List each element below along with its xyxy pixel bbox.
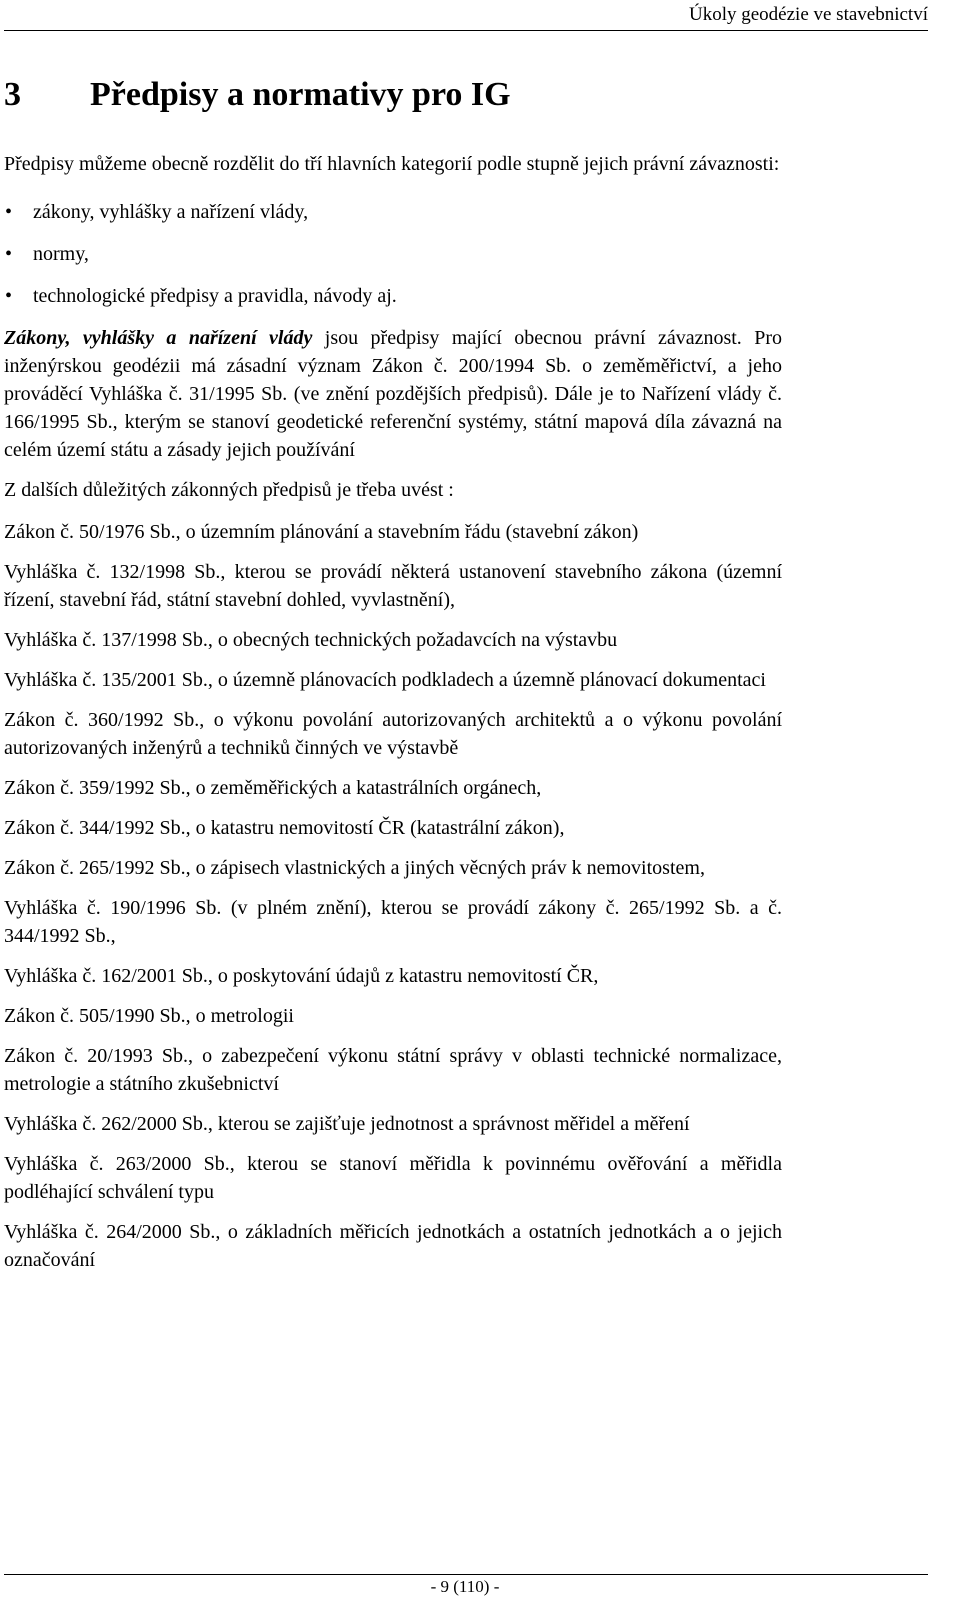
regulation-item: Vyhláška č. 162/2001 Sb., o poskytování údajů z katastru nemovitostí ČR, bbox=[4, 965, 599, 987]
regulation-item: Vyhláška č. 132/1998 Sb., kterou se provádí některá ustanovení stavebního zákona (územní řízení, stavební řád, státní stavební dohled, vyvlastnění), bbox=[4, 561, 782, 611]
regulation-item: Zákon č. 359/1992 Sb., o zeměměřických a katastrálních orgánech, bbox=[4, 777, 542, 799]
running-header: Úkoly geodézie ve stavebnictví bbox=[688, 4, 928, 25]
regulation-item: Zákon č. 360/1992 Sb., o výkonu povolání autorizovaných architektů a o výkonu povolání autorizovaných inženýrů a techniků činných ve výstavbě bbox=[4, 709, 782, 759]
category-list bbox=[4, 198, 782, 310]
list-item bbox=[4, 282, 782, 310]
regulation-item: Zákon č. 265/1992 Sb., o zápisech vlastnických a jiných věcných práv k nemovitostem, bbox=[4, 857, 705, 879]
page-number: - 9 (110) - bbox=[430, 1577, 500, 1596]
laws-emphasis: Zákony, vyhlášky a nařízení vlády bbox=[4, 327, 313, 349]
list-item bbox=[4, 198, 782, 226]
regulation-item: Vyhláška č. 264/2000 Sb., o základních měřicích jednotkách a ostatních jednotkách a o jejich označování bbox=[4, 1221, 782, 1271]
regulation-item: Zákon č. 344/1992 Sb., o katastru nemovitostí ČR (katastrální zákon), bbox=[4, 817, 565, 839]
chapter-body bbox=[4, 150, 782, 1286]
intro-paragraph: Předpisy můžeme obecně rozdělit do tří hlavních kategorií podle stupně jejich právní závaznosti: bbox=[4, 153, 780, 175]
list-item bbox=[4, 240, 782, 268]
regulation-item: Vyhláška č. 190/1996 Sb. (v plném znění), kterou se provádí zákony č. 265/1992 Sb. a č. 344/1992 Sb., bbox=[4, 897, 782, 947]
chapter-title: Předpisy a normativy pro IG bbox=[90, 76, 511, 113]
regulation-item: Vyhláška č. 262/2000 Sb., kterou se zajišťuje jednotnost a správnost měřidel a měření bbox=[4, 1113, 690, 1135]
bullet-icon: • bbox=[5, 243, 13, 265]
regulation-item: Zákon č. 505/1990 Sb., o metrologii bbox=[4, 1005, 294, 1027]
header-rule bbox=[4, 30, 928, 31]
regulation-item: Vyhláška č. 263/2000 Sb., kterou se stanoví měřidla k povinnému ověřování a měřidla podléhající schválení typu bbox=[4, 1153, 782, 1203]
other-regulations-intro: Z dalších důležitých zákonných předpisů je třeba uvést : bbox=[4, 479, 454, 501]
list-item-text: zákony, vyhlášky a nařízení vlády, bbox=[33, 201, 309, 223]
chapter-number: 3 bbox=[4, 76, 21, 113]
chapter-heading bbox=[4, 76, 511, 114]
bullet-icon: • bbox=[5, 201, 13, 223]
laws-paragraph bbox=[4, 324, 782, 464]
regulation-item: Vyhláška č. 135/2001 Sb., o územně plánovacích podkladech a územně plánovací dokumentaci bbox=[4, 669, 766, 691]
footer-rule bbox=[4, 1574, 928, 1575]
list-item-text: normy, bbox=[33, 243, 89, 265]
regulation-item: Zákon č. 50/1976 Sb., o územním plánování a stavebním řádu (stavební zákon) bbox=[4, 521, 639, 543]
bullet-icon: • bbox=[5, 285, 13, 307]
list-item-text: technologické předpisy a pravidla, návody aj. bbox=[33, 285, 397, 307]
regulation-item: Zákon č. 20/1993 Sb., o zabezpečení výkonu státní správy v oblasti technické normalizace, metrologie a státního zkušebnictví bbox=[4, 1045, 782, 1095]
regulation-item: Vyhláška č. 137/1998 Sb., o obecných technických požadavcích na výstavbu bbox=[4, 629, 618, 651]
laws-text: jsou předpisy mající obecnou právní závaznost. Pro inženýrskou geodézii má zásadní význam Zákon č. 200/1994 Sb. o zeměměřictví, a jeho prováděcí Vyhláška č. 31/1995 Sb. (ve znění pozdějších předpisů). Dále je to Nařízení vlády č. 166/1995 Sb., kterým se stanoví geodetické referenční systémy, státní mapová díla závazná na celém území státu a zásady jejich používání bbox=[4, 327, 782, 461]
